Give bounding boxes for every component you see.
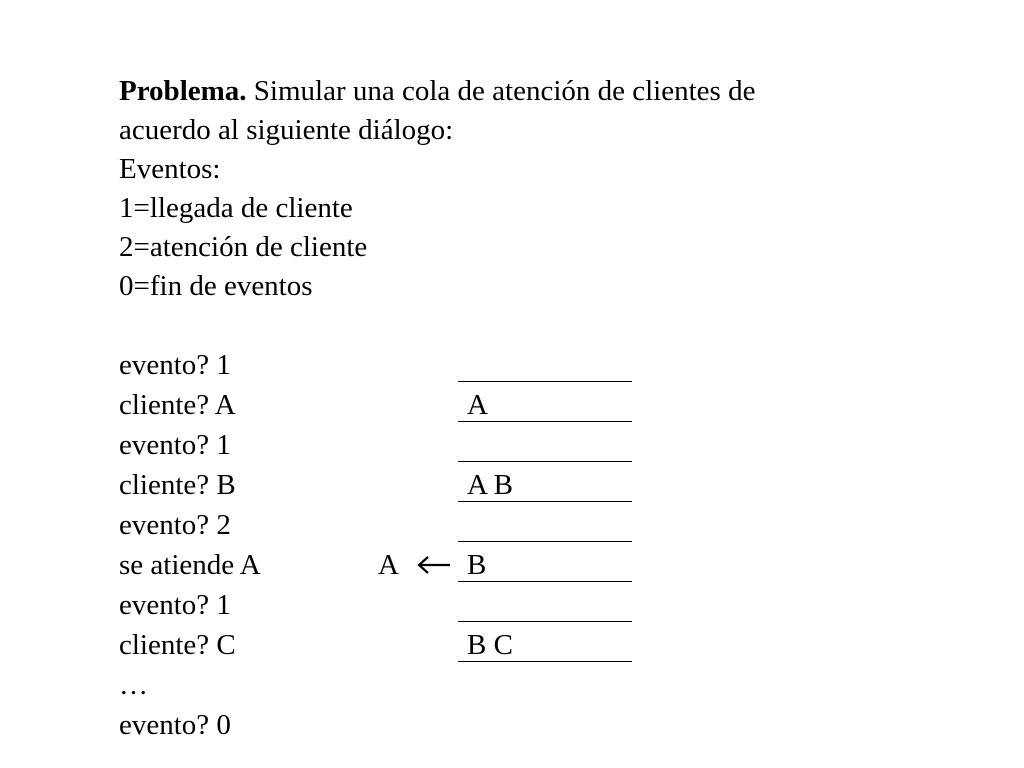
dialog-line: … — [119, 669, 148, 701]
dialog-line: evento? 1 — [119, 349, 231, 381]
queue-state: A B — [467, 469, 513, 501]
event-2-definition: 2=atención de cliente — [119, 231, 368, 263]
queue-cell-underline — [458, 621, 632, 622]
dialog-line: evento? 1 — [119, 589, 231, 621]
queue-cell-underline — [458, 461, 632, 462]
event-0-definition: 0=fin de eventos — [119, 270, 313, 302]
served-customer: A — [378, 549, 399, 581]
queue-state: A — [467, 389, 488, 421]
problem-intro-1: Simular una cola de atención de clientes de — [246, 75, 756, 107]
dialog-line: evento? 0 — [119, 709, 231, 741]
problem-line-1 — [119, 71, 755, 111]
queue-state: B C — [467, 629, 513, 661]
dialog-line: evento? 1 — [119, 429, 231, 461]
dialog-line: se atiende A — [119, 549, 261, 581]
dialog-line: cliente? A — [119, 389, 236, 421]
queue-state: B — [467, 549, 487, 581]
dialog-line: cliente? C — [119, 629, 236, 661]
dialog-line: evento? 2 — [119, 509, 231, 541]
events-title: Eventos: — [119, 153, 221, 185]
event-1-definition: 1=llegada de cliente — [119, 192, 353, 224]
problem-heading: Problema. — [119, 75, 247, 107]
left-arrow-icon — [416, 555, 452, 575]
queue-cell-underline — [458, 381, 632, 382]
problem-intro-2: acuerdo al siguiente diálogo: — [119, 114, 454, 146]
dialog-line: cliente? B — [119, 469, 236, 501]
queue-cell-underline — [458, 541, 632, 542]
